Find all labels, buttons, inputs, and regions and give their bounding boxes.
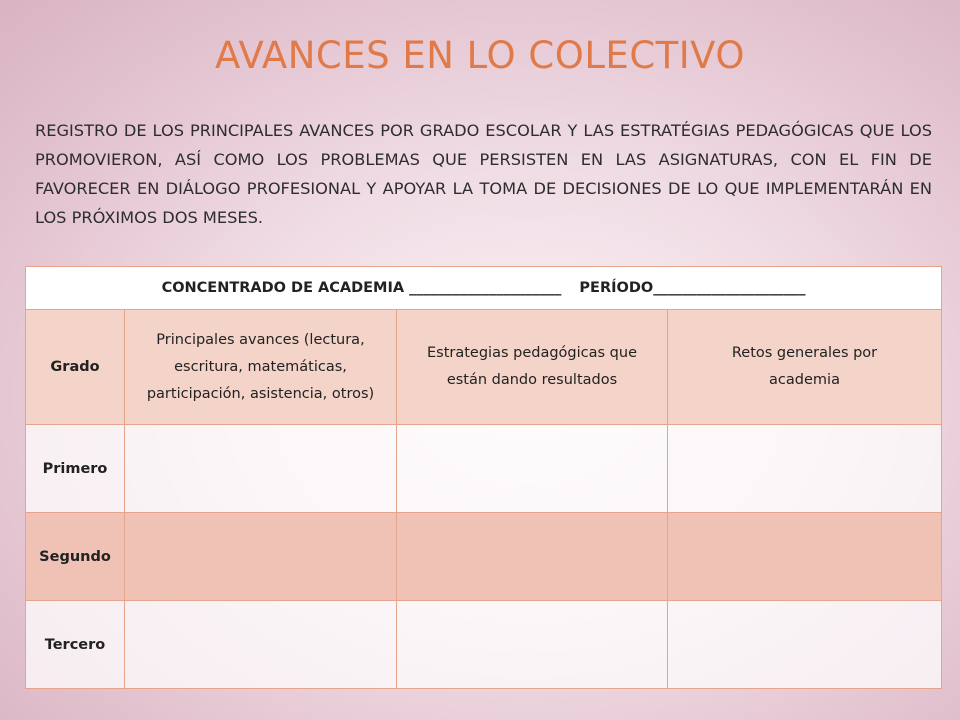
cell-avances-segundo[interactable] <box>125 513 397 601</box>
row-label-primero: Primero <box>26 425 125 513</box>
row-label-tercero: Tercero <box>26 601 125 689</box>
table-title-row <box>26 267 942 310</box>
academia-label: CONCENTRADO DE ACADEMIA _____________________ <box>161 280 562 296</box>
row-label-segundo: Segundo <box>26 513 125 601</box>
table-title-cell <box>26 267 942 310</box>
academia-table <box>25 266 942 689</box>
cell-estrategias-segundo[interactable] <box>397 513 668 601</box>
cell-estrategias-primero[interactable] <box>397 425 668 513</box>
cell-retos-primero[interactable] <box>668 425 942 513</box>
cell-avances-tercero[interactable] <box>125 601 397 689</box>
table-row <box>26 513 942 601</box>
cell-retos-segundo[interactable] <box>668 513 942 601</box>
page-title: AVANCES EN LO COLECTIVO <box>215 34 745 77</box>
cell-estrategias-tercero[interactable] <box>397 601 668 689</box>
header-estrategias: Estrategias pedagógicas que están dando resultados <box>397 310 668 425</box>
header-grado: Grado <box>26 310 125 425</box>
intro-paragraph: REGISTRO DE LOS PRINCIPALES AVANCES POR GRADO ESCOLAR Y LAS ESTRATÉGIAS PEDAGÓGICAS QUE LOS PROMOVIERON, ASÍ COMO LOS PROBLEMAS QUE PERSISTEN EN LAS ASIGNATURAS, CON EL FIN DE FAVORECER EN DIÁLOGO PROFESIONAL Y APOYAR LA TOMA DE DECISIONES DE LO QUE IMPLEMENTARÁN EN LOS PRÓXIMOS DOS MESES. <box>35 121 932 227</box>
table-row <box>26 601 942 689</box>
table-row <box>26 425 942 513</box>
cell-retos-tercero[interactable] <box>668 601 942 689</box>
cell-avances-primero[interactable] <box>125 425 397 513</box>
header-retos: Retos generales por academia <box>668 310 942 425</box>
periodo-label: PERÍODO_____________________ <box>579 280 806 296</box>
column-header-row <box>26 310 942 425</box>
header-avances: Principales avances (lectura, escritura, matemáticas, participación, asistencia, otros) <box>125 310 397 425</box>
